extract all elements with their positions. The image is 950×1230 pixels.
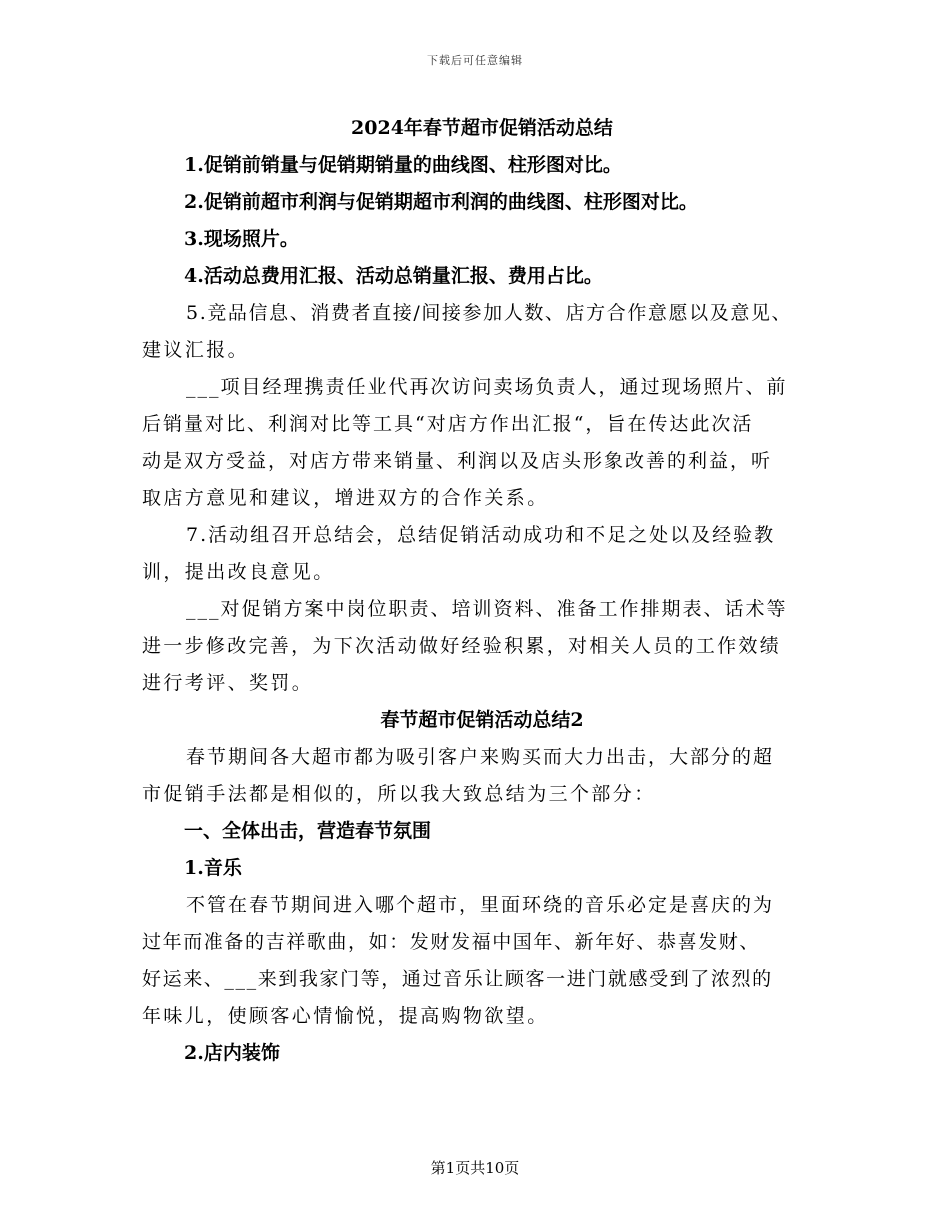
page-header-note: 下载后可任意编辑 (427, 54, 523, 67)
paragraph-line: 春节期间各大超市都为吸引客户来购买而大力出击，大部分的超 (186, 746, 775, 768)
document-title: 2024年春节超市促销活动总结 (351, 117, 613, 139)
paragraph-line: 取店方意见和建议，增进双方的合作关系。 (142, 487, 549, 509)
paragraph-line: 进一步修改完善，为下次活动做好经验积累，对相关人员的工作效绩 (142, 635, 782, 657)
paragraph-line: 过年而准备的吉祥歌曲，如：发财发福中国年、新年好、恭喜发财、 (142, 931, 761, 953)
paragraph-line: 市促销手法都是相似的，所以我大致总结为三个部分： (142, 783, 656, 805)
paragraph-line: 进行考评、奖罚。 (142, 672, 314, 694)
paragraph-line: 7.活动组召开总结会，总结促销活动成功和不足之处以及经验教 (186, 524, 776, 546)
paragraph-line: ___项目经理携责任业代再次访问卖场负责人，通过现场照片、前 (186, 376, 788, 398)
paragraph-line: ___对促销方案中岗位职责、培训资料、准备工作排期表、话术等 (186, 598, 788, 620)
paragraph-line: 后销量对比、利润对比等工具“对店方作出汇报“，旨在传达此次活 (142, 413, 754, 435)
paragraph-line: 训，提出改良意见。 (142, 561, 335, 583)
list-item: 4.活动总费用汇报、活动总销量汇报、费用占比。 (184, 265, 603, 287)
subsection-heading: 1.音乐 (184, 857, 242, 879)
list-item: 2.促销前超市利润与促销期超市利润的曲线图、柱形图对比。 (184, 191, 698, 213)
section-title: 春节超市促销活动总结2 (380, 709, 584, 731)
paragraph-line: 5.竞品信息、消费者直接/间接参加人数、店方合作意愿以及意见、 (186, 302, 793, 324)
subsection-heading: 2.店内装饰 (184, 1042, 280, 1064)
paragraph-line: 建议汇报。 (142, 339, 250, 361)
page-number: 第1页共10页 (430, 1159, 520, 1177)
list-item: 1.促销前销量与促销期销量的曲线图、柱形图对比。 (184, 154, 622, 176)
document-body (142, 110, 822, 1072)
section-heading: 一、全体出击，营造春节氛围 (184, 820, 432, 842)
paragraph-line: 好运来、___来到我家门等，通过音乐让顾客一进门就感受到了浓烈的 (142, 968, 773, 990)
paragraph-line: 不管在春节期间进入哪个超市，里面环绕的音乐必定是喜庆的为 (186, 894, 775, 916)
list-item: 3.现场照片。 (184, 228, 299, 250)
paragraph-line: 动是双方受益，对店方带来销量、利润以及店头形象改善的利益，听 (142, 450, 773, 472)
paragraph-line: 年味儿，使顾客心情愉悦，提高购物欲望。 (142, 1005, 549, 1027)
